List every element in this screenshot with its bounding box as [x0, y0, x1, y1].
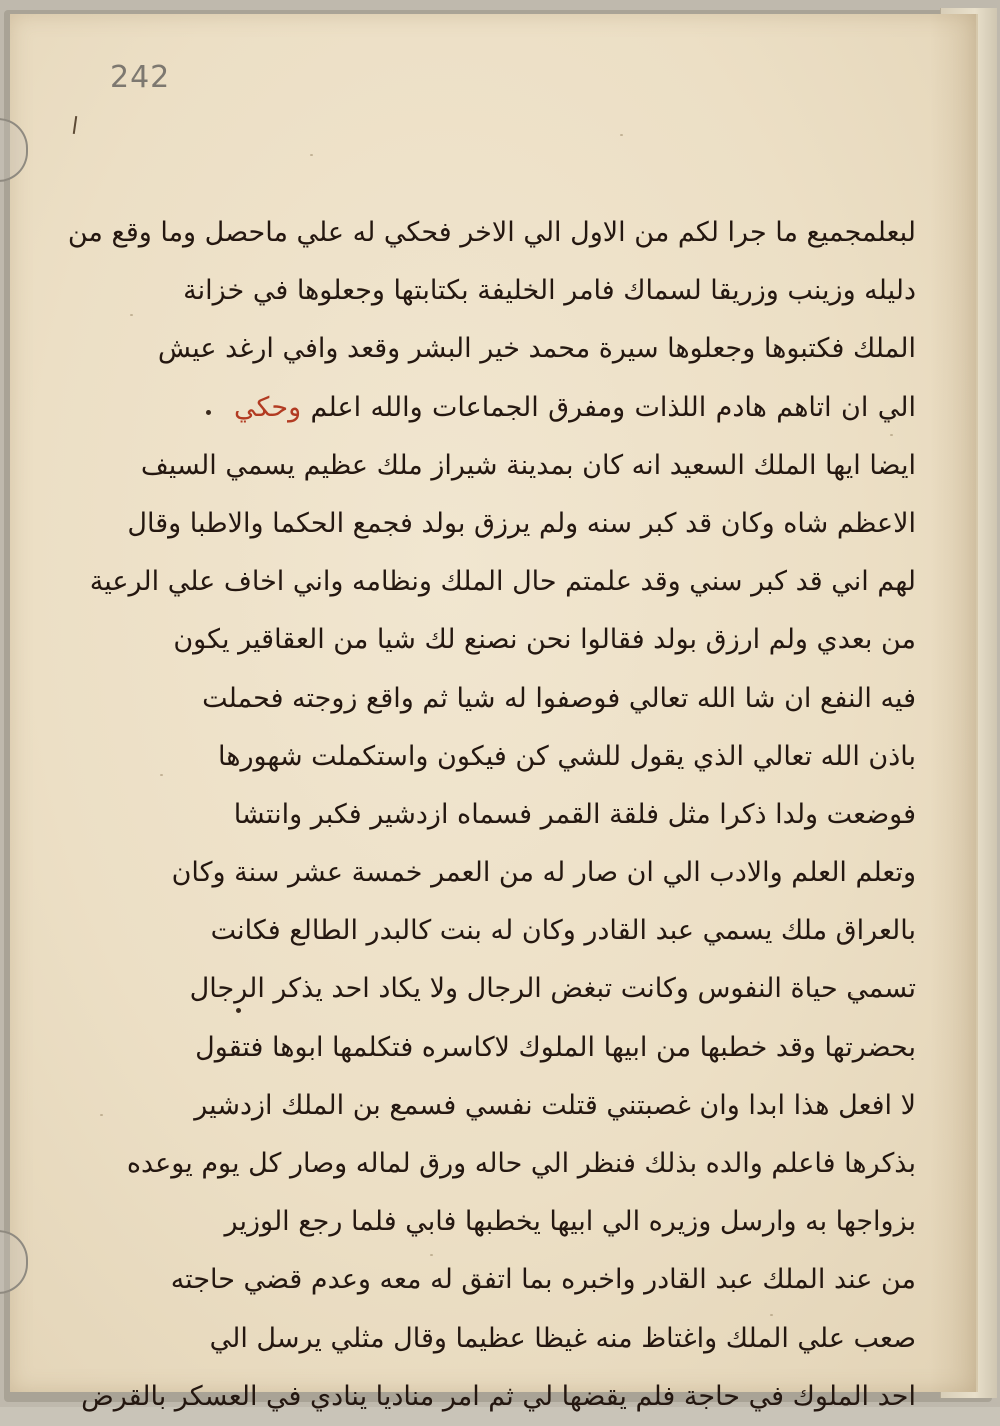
text-line: بحضرتها وقد خطبها من ابيها الملوك لاكاسره فتكلمها ابوها فتقول: [195, 1031, 916, 1063]
text-line: باذن الله تعالي الذي يقول للشي كن فيكون واستكملت شهورها: [218, 740, 916, 772]
text-line: احد الملوك في حاجة فلم يقضها لي ثم امر مناديا ينادي في العسكر بالقرض: [81, 1380, 916, 1412]
text-line: بالعراق ملك يسمي عبد القادر وكان له بنت كالبدر الطالع فكانت: [210, 915, 916, 947]
text-line: فوضعت ولدا ذكرا مثل فلقة القمر فسماه ازدشير فكبر وانتشا: [233, 798, 916, 830]
margin-dot: [206, 410, 211, 415]
text-line: من بعدي ولم ارزق بولد فقالوا نحن نصنع لك شيا من العقاقير يكون: [173, 624, 916, 656]
text-line: لهم اني قد كبر سني وقد علمتم حال الملك ونظامه واني اخاف علي الرعية: [89, 566, 916, 598]
text-line: بذكرها فاعلم والده بذلك فنظر الي حاله ورق لماله وصار كل يوم يوعده: [126, 1148, 916, 1179]
paper-fleck: [130, 314, 133, 316]
text-line: ايضا ايها الملك السعيد انه كان بمدينة شيراز ملك عظيم يسمي السيف: [140, 449, 916, 481]
text-line: صعب علي الملك واغتاظ منه غيظا عظيما وقال مثلي يرسل الي: [209, 1322, 916, 1354]
text-line: لبعلمجميع ما جرا لكم من الاول الي الاخر فحكي له علي ماحصل وما وقع من: [67, 217, 916, 248]
text-line: الملك فكتبوها وجعلوها سيرة محمد خير البشر وقعد وافي ارغد عيش: [157, 333, 916, 365]
text-line: الاعظم شاه وكان قد كبر سنه ولم يرزق بولد فجمع الحكما والاطبا وقال: [127, 507, 916, 539]
text-line: فيه النفع ان شا الله تعالي فوصفوا له شيا ثم واقع زوجته فحملت: [202, 682, 916, 714]
paper-fleck: [620, 134, 623, 136]
manuscript-text-block: [67, 204, 916, 1426]
text-line: لا افعل هذا ابدا وان غصبتني قتلت نفسي فسمع بن الملك ازدشير: [194, 1089, 916, 1121]
paper-fleck: [100, 1114, 103, 1116]
text-line: الي ان اتاهم هادم اللذات ومفرق الجماعات والله اعلم وحكي: [234, 391, 916, 423]
text-line: دليله وزينب وزريقا لسماك فامر الخليفة بكتابتها وجعلوها في خزانة: [183, 275, 916, 307]
text-line: من عند الملك عبد القادر واخبره بما اتفق له معه وعدم قضي حاجته: [170, 1264, 916, 1296]
paper-fleck: [310, 154, 313, 156]
paper-fleck: [160, 774, 163, 776]
text-line: تسمي حياة النفوس وكانت تبغض الرجال ولا يكاد احد يذكر الرجال: [189, 973, 916, 1005]
folio-number: 242: [110, 60, 171, 95]
rubric-heading: وحكي: [234, 391, 302, 423]
page-gutter-shadow: [930, 14, 976, 1392]
text-line: وتعلم العلم والادب الي ان صار له من العمر خمسة عشر سنة وكان: [171, 857, 916, 889]
text-line: بزواجها به وارسل وزيره الي ابيها يخطبها فابي فلما رجع الوزير: [224, 1206, 916, 1238]
